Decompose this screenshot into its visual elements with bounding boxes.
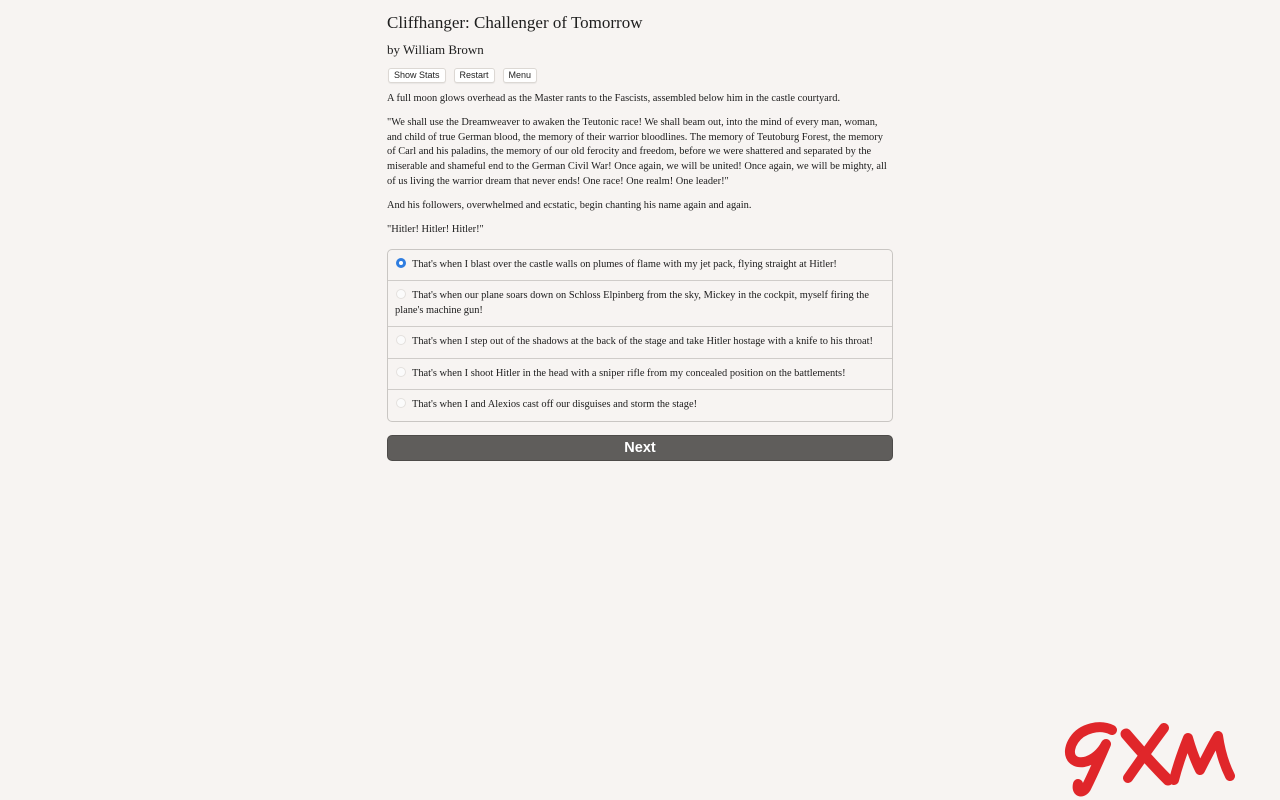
choice-label: That's when I step out of the shadows at the back of the stage and take Hitler hostage with a knife to his throat! bbox=[412, 336, 873, 348]
choice-label: That's when I and Alexios cast off our disguises and storm the stage! bbox=[412, 399, 698, 411]
story-paragraph: "We shall use the Dreamweaver to awaken the Teutonic race! We shall beam out, into the mind of every man, woman, and child of true German blood, the memory of their warrior bloodlines. The memory of Teutoburg Forest, the memory of Carl and his paladins, the memory of our old ferocity and freedom, before we were shattered and separated by the miserable and shameful end to the German Civil War! Once again, we will be united! Once again, we will be mighty, all of us living the warrior dream that never ends! One race! One realm! One leader!" bbox=[387, 117, 887, 187]
story-paragraph: "Hitler! Hitler! Hitler!" bbox=[387, 223, 484, 235]
radio-unselected-icon[interactable] bbox=[396, 398, 406, 408]
choice-label: That's when our plane soars down on Schloss Elpinberg from the sky, Mickey in the cockpit, myself firing the plane's machine gun! bbox=[395, 290, 869, 316]
story-paragraph: And his followers, overwhelmed and ecstatic, begin chanting his name again and again. bbox=[387, 199, 752, 211]
choice-option-3[interactable] bbox=[388, 326, 892, 358]
restart-button[interactable]: Restart bbox=[454, 68, 495, 83]
choice-option-5[interactable] bbox=[388, 389, 892, 421]
choice-option-4[interactable] bbox=[388, 358, 892, 390]
choice-option-1[interactable] bbox=[388, 250, 892, 281]
choice-option-2[interactable] bbox=[388, 280, 892, 326]
game-container bbox=[387, 12, 893, 461]
choice-label: That's when I shoot Hitler in the head with a sniper rifle from my concealed position on the battlements! bbox=[412, 367, 846, 379]
show-stats-button[interactable]: Show Stats bbox=[388, 68, 446, 83]
game-author: by William Brown bbox=[387, 42, 484, 57]
gxm-logo-icon bbox=[1060, 718, 1245, 798]
toolbar bbox=[387, 68, 893, 83]
choice-label: That's when I blast over the castle walls on plumes of flame with my jet pack, flying straight at Hitler! bbox=[412, 258, 837, 270]
choice-list bbox=[387, 249, 893, 422]
radio-selected-icon[interactable] bbox=[396, 258, 406, 268]
radio-unselected-icon[interactable] bbox=[396, 335, 406, 345]
story-text bbox=[387, 92, 893, 238]
radio-unselected-icon[interactable] bbox=[396, 367, 406, 377]
menu-button[interactable]: Menu bbox=[503, 68, 538, 83]
game-title: Cliffhanger: Challenger of Tomorrow bbox=[387, 13, 643, 32]
gxm-watermark-logo bbox=[1060, 718, 1245, 798]
radio-unselected-icon[interactable] bbox=[396, 289, 406, 299]
next-button[interactable]: Next bbox=[387, 435, 893, 461]
story-paragraph: A full moon glows overhead as the Master rants to the Fascists, assembled below him in the castle courtyard. bbox=[387, 93, 841, 104]
